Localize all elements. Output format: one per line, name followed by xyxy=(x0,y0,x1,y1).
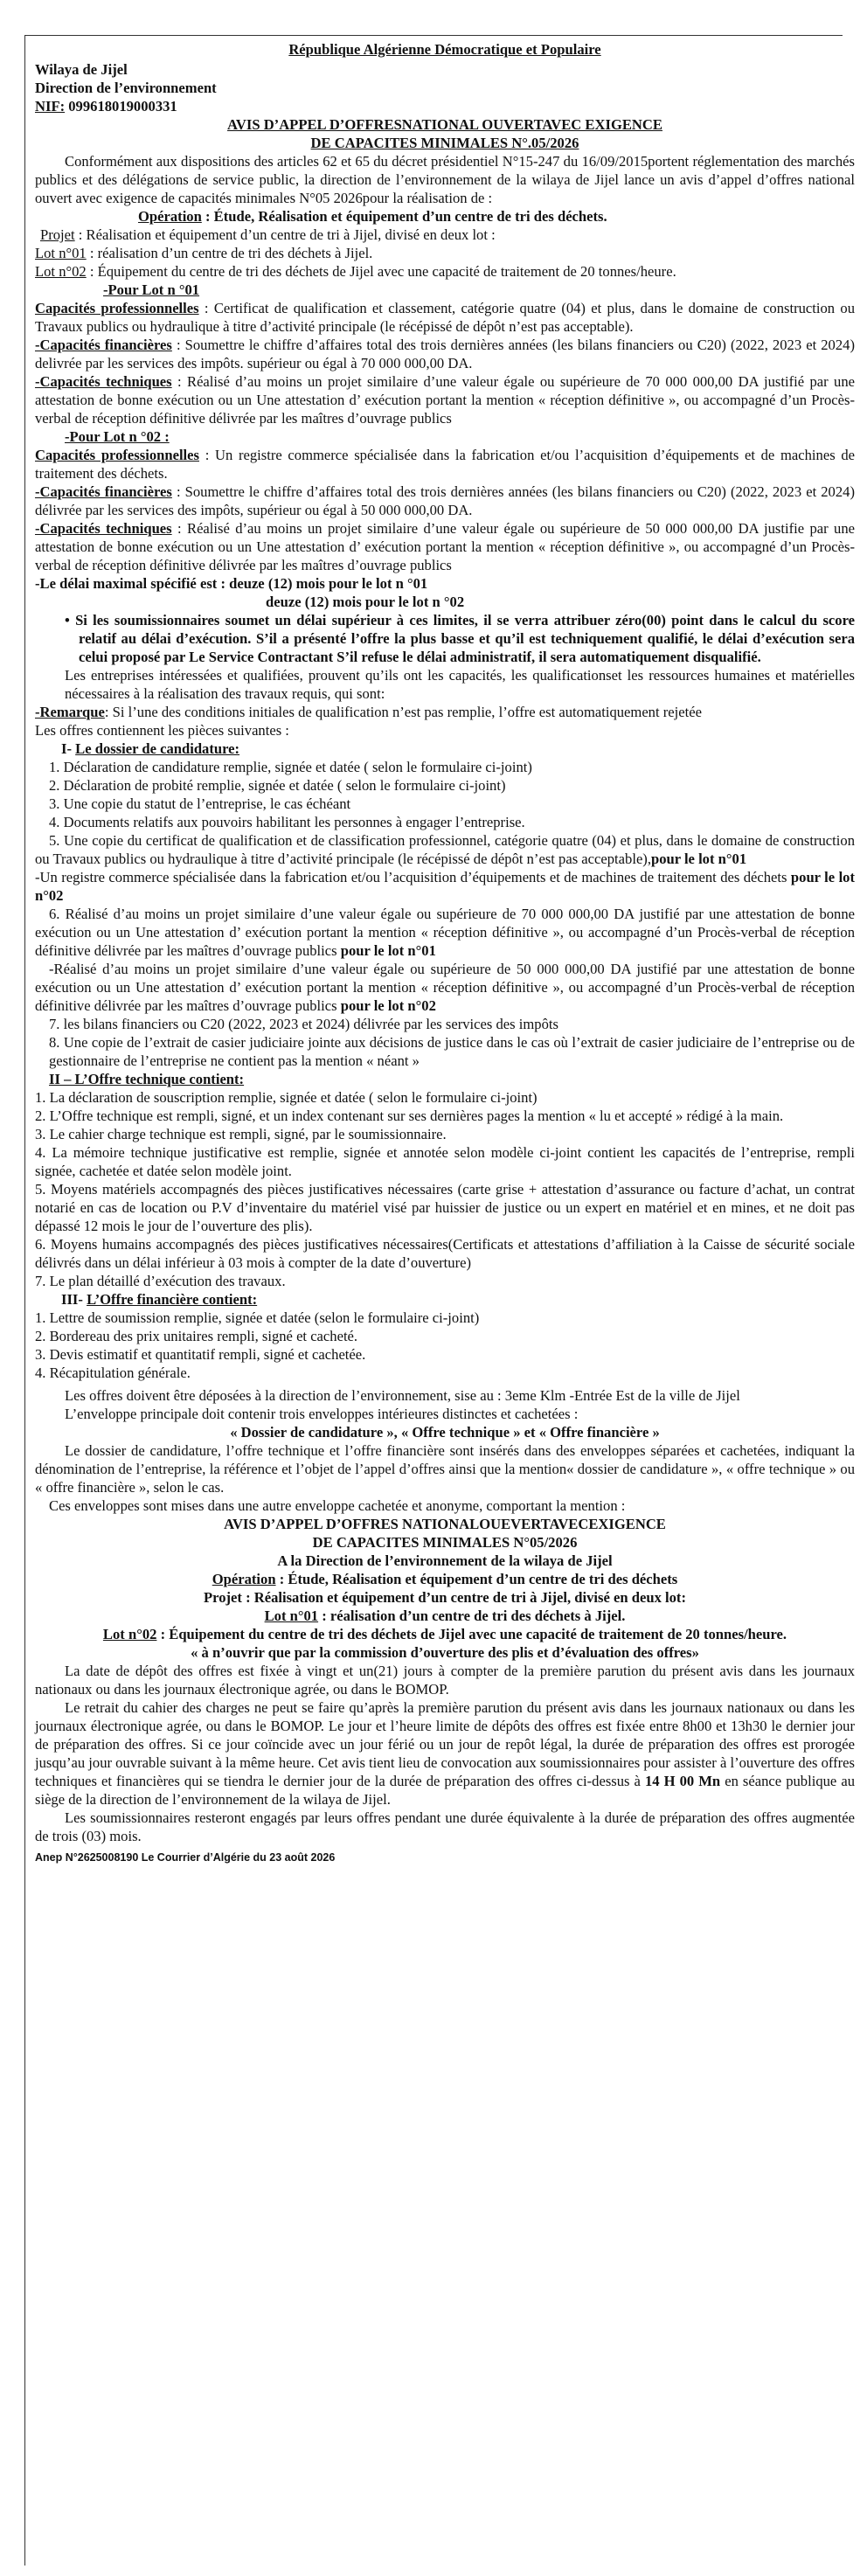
operation-line xyxy=(35,207,855,226)
section2-item-4: 4. La mémoire technique justificative est remplie, signée et annotée selon modèle ci-joint contient les capacités de l’entreprise, rempli signée, cachetée et datée selon modèle joint. xyxy=(35,1144,855,1179)
date-depot-paragraph: La date de dépôt des offres est fixée à vingt et un(21) jours à compter de la première parution du présent avis dans les journaux nationaux ou dans les journaux électronique agrée, ou dans le BOMOP. xyxy=(35,1663,855,1698)
envelope-lot1-text: : réalisation d’un centre de tri des déchets à Jijel. xyxy=(318,1607,626,1624)
retrait-text: Le retrait du cahier des charges ne peut se faire qu’après la première parution du présent avis dans les journaux nationaux ou dans les journaux électronique agrée, ou dans le BOMOP. Le jour et l’heure limite de dépôts des offres est fixée entre 8h00 et 13h30 le dernier jour de préparation des offres. Si ce jour coïncide avec un jour férié ou un jour de repôt légal, la durée de préparation des offres est prorogée jusqu’au jour ouvrable suivant à la même heure. Cet avis tient lieu de convocation aux soumissionnaires pour assister à l’ouverture des offres techniques et financières qui se tiendra le dernier jour de la durée de préparation des offres ci-dessus à xyxy=(35,1699,855,1789)
nif-value: 099618019000331 xyxy=(65,98,177,115)
section1-num: I- xyxy=(61,740,76,757)
depot-paragraph: Les offres doivent être déposées à la direction de l’environnement, sise au : 3eme Klm -Entrée Est de la ville de Jijel xyxy=(65,1387,740,1404)
section2-item-6: 6. Moyens humains accompagnés des pièces justificatives nécessaires(Certificats et attestations d’affiliation à la Caisse de sécurité sociale délivrés dans un délai inférieur à 03 mois à compter de la date d’ouverture) xyxy=(35,1236,855,1271)
envelope-operation-label: Opération xyxy=(212,1571,276,1587)
operation-label: Opération xyxy=(138,208,202,225)
lot1-cap-pro-label: Capacités professionnelles xyxy=(35,300,199,316)
lot1-label: Lot n°01 xyxy=(35,245,87,261)
section1-heading xyxy=(35,739,855,758)
section1-item-5-text: 5. Une copie du certificat de qualification et de classification professionnel, catégorie quatre (04) et plus, dans le domaine de construction ou Travaux publics ou hydraulique à titre d’activité principale (le récépissé de dépôt n’est pas acceptable), xyxy=(35,832,855,867)
section1-item-1: 1. Déclaration de candidature remplie, signée et datée ( selon le formulaire ci-joint) xyxy=(49,759,532,775)
lot2-cap-fin-text: : Soumettre le chiffre d’affaires total des trois dernières années (les bilans financiers ou C20) (2022, 2023 et 2024) délivrée par les services des impôts, supérieur ou égal à 50 000 000,00 DA. xyxy=(35,483,855,518)
nif-line xyxy=(35,97,855,115)
section2-item-3: 3. Le cahier charge technique est rempli, signé, par le soumissionnaire. xyxy=(35,1126,447,1142)
retrait-hour: 14 H 00 Mn xyxy=(644,1773,721,1789)
lot1-cap-pro xyxy=(35,299,855,336)
section3-heading xyxy=(35,1290,855,1309)
envelope-operation xyxy=(35,1570,855,1588)
envelope-lot2-text: : Équipement du centre de tri des déchets de Jijel avec une capacité de traitement de 20 tonnes/heure. xyxy=(156,1626,787,1642)
notice-title-line1: AVIS D’APPEL D’OFFRESNATIONAL OUVERTAVEC EXIGENCE xyxy=(227,116,662,133)
section3-item-4: 4. Récapitulation générale. xyxy=(35,1364,191,1381)
pour-lot1-heading: -Pour Lot n °01 xyxy=(103,281,200,298)
direction-line: Direction de l’environnement xyxy=(35,80,217,96)
lot1-cap-tech-label: -Capacités techniques xyxy=(35,373,172,390)
dossiers-line: « Dossier de candidature », « Offre technique » et « Offre financière » xyxy=(230,1424,660,1441)
section1-item-7: 7. les bilans financiers ou C20 (2022, 2023 et 2024) délivrée par les services des impôts xyxy=(49,1016,558,1032)
envelope-projet: Projet : Réalisation et équipement d’un centre de tri à Jijel, divisé en deux lot: xyxy=(204,1589,686,1606)
section1-item-5-lot: pour le lot n°01 xyxy=(650,851,747,867)
lot2-label: Lot n°02 xyxy=(35,263,87,280)
engages-paragraph: Les soumissionnaires resteront engagés par leurs offres pendant une durée équivalente à la durée de préparation des offres augmentée de trois (03) mois. xyxy=(35,1809,855,1844)
envelope-lot1 xyxy=(35,1607,855,1625)
envelope-title-line2: DE CAPACITES MINIMALES N°05/2026 xyxy=(312,1534,578,1551)
lot2-line xyxy=(35,262,855,281)
penalty-bullet xyxy=(35,611,855,666)
bullet-dot: • xyxy=(65,612,76,628)
lot2-cap-tech-text: : Réalisé d’au moins un projet similaire d’une valeur égale ou supérieure de 50 000 000,00 DA justifie par une attestation de bonne exécution ou un Une attestation d’ exécution portant la mention « réception définitive », ou accompagné d’un Procès-verbal de réception définitive délivrée par les maîtres d’ouvrage publics xyxy=(35,520,855,573)
section3-num: III- xyxy=(61,1291,87,1308)
section2-item-7: 7. Le plan détaillé d’exécution des travaux. xyxy=(35,1273,286,1289)
envelope-lot2-label: Lot n°02 xyxy=(102,1626,157,1642)
penalty-text: Si les soumissionnaires soumet un délai supérieur à ces limites, il se verra attribuer zéro(00) point dans le calcul du score relatif au délai d’exécution. S’il a présenté l’offre la plus basse et qu’il est techniquement qualifié, le délai d’exécution sera celui proposé par Le Service Contractant S’il refuse le délai administratif, il sera automatiquement disqualifié. xyxy=(75,612,855,665)
lot1-cap-pro-text: : Certificat de qualification et classement, catégorie quatre (04) et plus, dans le domaine de construction ou Travaux publics ou hydraulique à titre d’activité principale (le récépissé de dépôt n’est pas acceptable). xyxy=(35,300,855,335)
section1-item-2: 2. Déclaration de probité remplie, signée et datée ( selon le formulaire ci-joint) xyxy=(49,777,506,794)
section1-item-5 xyxy=(35,831,855,868)
section1-item-6 xyxy=(35,905,855,960)
intro-paragraph: Conformément aux dispositions des articles 62 et 65 du décret présidentiel N°15-247 du 16/09/2015portent réglementation des marchés publics et des délégations de service public, la direction de l’environnement de la wilaya de Jijel lance un avis d’appel d’offres national ouvert avec exigence de capacités minimales N°05 2026pour la réalisation de : xyxy=(35,153,855,206)
enveloppe-paragraph: L’enveloppe principale doit contenir trois enveloppes intérieures distinctes et cachetées : xyxy=(65,1406,579,1422)
section1-item-6b-text: -Réalisé d’au moins un projet similaire d’une valeur égale ou supérieure de 50 000 000,00 DA justifié par une attestation de bonne exécution ou un Une attestation d’ exécution portant la mention « réception définitive », ou accompagné d’un Procès-verbal de réception définitive délivrée par les maîtres d’ouvrage publics xyxy=(35,961,855,1014)
lot2-cap-tech xyxy=(35,519,855,574)
retrait-end: en séance publique au siège de la direction de l’environnement de la wilaya de Jijel. xyxy=(35,1773,855,1808)
lot2-cap-fin xyxy=(35,483,855,519)
dossier-paragraph: Le dossier de candidature, l’offre technique et l’offre financière sont insérés dans des enveloppes séparées et cachetées, indiquant la dénomination de l’entreprise, la référence et l’objet de l’appel d’offres ainsi que la mention« dossier de candidature », « offre technique » ou « offre financière », selon le cas. xyxy=(35,1442,855,1496)
section2-item-5: 5. Moyens matériels accompagnés des pièces justificatives nécessaires (carte grise + attestation d’assurance ou facture d’achat, un contrat notarié en cas de location ou P.V d’inventaire du matériel visé par huissier de justice ou un expert en matériel et en mines, et ne doit pas dépassé 12 mois le jour de l’ouverture des plis). xyxy=(35,1181,855,1234)
envelope-lot1-label: Lot n°01 xyxy=(264,1607,319,1624)
section1-item-4: 4. Documents relatifs aux pouvoirs habilitant les personnes à engager l’entreprise. xyxy=(49,814,525,830)
lot1-cap-fin-text: : Soumettre le chiffre d’affaires total des trois dernières années (les bilans financiers ou C20) (2022, 2023 et 2024) delivrée par les services des impôts. supérieur ou égal à 70 000 000,00 DA. xyxy=(35,337,855,371)
envelope-title-line1: AVIS D’APPEL D’OFFRES NATIONALOUEVERTAVECEXIGENCE xyxy=(224,1516,666,1532)
lot1-line xyxy=(35,244,855,262)
section1-item-6-text: 6. Réalisé d’au moins un projet similaire d’une valeur égale ou supérieure de 70 000 000,00 DA justifié par une attestation de bonne exécution ou un Une attestation d’ exécution portant la mention « réception définitive », ou accompagné d’un Procès-verbal de réception définitive délivrée par les maîtres d’ouvrage publics xyxy=(35,906,855,959)
envelope-operation-text: : Étude, Réalisation et équipement d’un centre de tri des déchets xyxy=(275,1571,678,1587)
section1-label: Le dossier de candidature: xyxy=(75,740,240,757)
section2-item-2: 2. L’Offre technique est rempli, signé, et un index contenant sur ses dernières pages la mention « lu et accepté » rédigé à la main. xyxy=(35,1107,784,1124)
lot2-cap-pro-text: : Un registre commerce spécialisée dans la fabrication et/ou l’acquisition d’équipements et de machines de traitement des déchets. xyxy=(35,447,856,482)
anep-footer: Anep N°2625008190 Le Courrier d’Algérie du 23 août 2026 xyxy=(35,1851,336,1864)
lot1-text: : réalisation d’un centre de tri des déchets à Jijel. xyxy=(86,245,373,261)
lot2-cap-fin-label: -Capacités financières xyxy=(35,483,172,500)
remarque-text: : Si l’une des conditions initiales de qualification n’est pas remplie, l’offre est automatiquement rejetée xyxy=(104,704,702,720)
section3-item-3: 3. Devis estimatif et quantitatif rempli, signé et cachetée. xyxy=(35,1346,366,1363)
section1-item-8: 8. Une copie de l’extrait de casier judiciaire jointe aux décisions de justice dans le cas où l’extrait de casier judiciaire de l’entreprise ou de gestionnaire de l’entreprise ne contient pas la mention « néant » xyxy=(49,1034,855,1069)
republic-heading: République Algérienne Démocratique et Populaire xyxy=(288,41,601,58)
lot1-cap-tech-text: : Réalisé d’au moins un projet similaire d’une valeur égale ou supérieure de 70 000 000,00 DA justifié par une attestation de bonne exécution ou un Une attestation d’ exécution portant la mention « réception définitive », ou accompagné d’un Procès-verbal de réception définitive délivrée par les maîtres d’ouvrage publics xyxy=(35,373,855,427)
projet-label: Projet xyxy=(40,226,75,243)
envelope-title-line3: A la Direction de l’environnement de la wilaya de Jijel xyxy=(277,1552,613,1569)
lot1-cap-fin xyxy=(35,336,855,372)
section1-item-6b-lot: pour le lot n°02 xyxy=(340,997,436,1014)
section3-item-1: 1. Lettre de soumission remplie, signée et datée (selon le formulaire ci-joint) xyxy=(35,1309,480,1326)
nif-label: NIF: xyxy=(35,98,66,115)
section1-item-6b xyxy=(35,960,855,1015)
delai-line1: -Le délai maximal spécifié est : deuze (12) mois pour le lot n °01 xyxy=(35,575,428,592)
section1-item-5b xyxy=(35,868,855,905)
lot1-cap-tech xyxy=(35,372,855,427)
pour-lot2-heading: -Pour Lot n °02 : xyxy=(65,428,170,445)
section2-item-1: 1. La déclaration de souscription remplie, signée et datée ( selon le formulaire ci-joint) xyxy=(35,1089,538,1106)
enveloppes-mises: Ces enveloppes sont mises dans une autre enveloppe cachetée et anonyme, comportant la mention : xyxy=(49,1497,626,1514)
operation-text: : Étude, Réalisation et équipement d’un centre de tri des déchets. xyxy=(201,208,607,225)
lot2-text: : Équipement du centre de tri des déchets de Jijel avec une capacité de traitement de 20 tonnes/heure. xyxy=(86,263,676,280)
ne-pas-ouvrir: « à n’ouvrir que par la commission d’ouverture des plis et d’évaluation des offres» xyxy=(191,1644,699,1661)
lot1-cap-fin-label: -Capacités financières xyxy=(35,337,172,353)
envelope-lot2 xyxy=(35,1625,855,1643)
remarque-label: -Remarque xyxy=(35,704,105,720)
section1-item-5b-text: -Un registre commerce spécialisée dans la fabrication et/ou l’acquisition d’équipements et de machines de traitement des déchets xyxy=(35,869,791,885)
projet-text: : Réalisation et équipement d’un centre de tri à Jijel, divisé en deux lot : xyxy=(74,226,496,243)
retrait-paragraph xyxy=(35,1698,855,1809)
section1-item-3: 3. Une copie du statut de l’entreprise, le cas échéant xyxy=(49,795,351,812)
section1-item-6-lot: pour le lot n°01 xyxy=(340,942,436,959)
wilaya-line: Wilaya de Jijel xyxy=(35,61,128,78)
projet-line xyxy=(35,226,855,244)
remarque-line xyxy=(35,703,855,721)
delai-line2: deuze (12) mois pour le lot n °02 xyxy=(266,594,465,610)
notice-title-line2: DE CAPACITES MINIMALES N°.05/2026 xyxy=(310,135,579,151)
entreprises-paragraph: Les entreprises intéressées et qualifiées, prouvent qu’ils ont les capacités, les qualificationset les ressources humaines et matérielles nécessaires à la réalisation des travaux requis, qui sont: xyxy=(65,667,855,702)
section3-label: L’Offre financière contient: xyxy=(87,1291,258,1308)
section1-item-5b-lot: pour le lot n°02 xyxy=(35,869,855,904)
lot2-cap-pro xyxy=(35,446,855,483)
lot2-cap-tech-label: -Capacités techniques xyxy=(35,520,172,537)
offres-contiennent: Les offres contiennent les pièces suivantes : xyxy=(35,722,289,739)
lot2-cap-pro-label: Capacités professionnelles xyxy=(35,447,199,463)
section2-heading: II – L’Offre technique contient: xyxy=(49,1071,245,1087)
section3-item-2: 2. Bordereau des prix unitaires rempli, signé et cacheté. xyxy=(35,1328,358,1344)
